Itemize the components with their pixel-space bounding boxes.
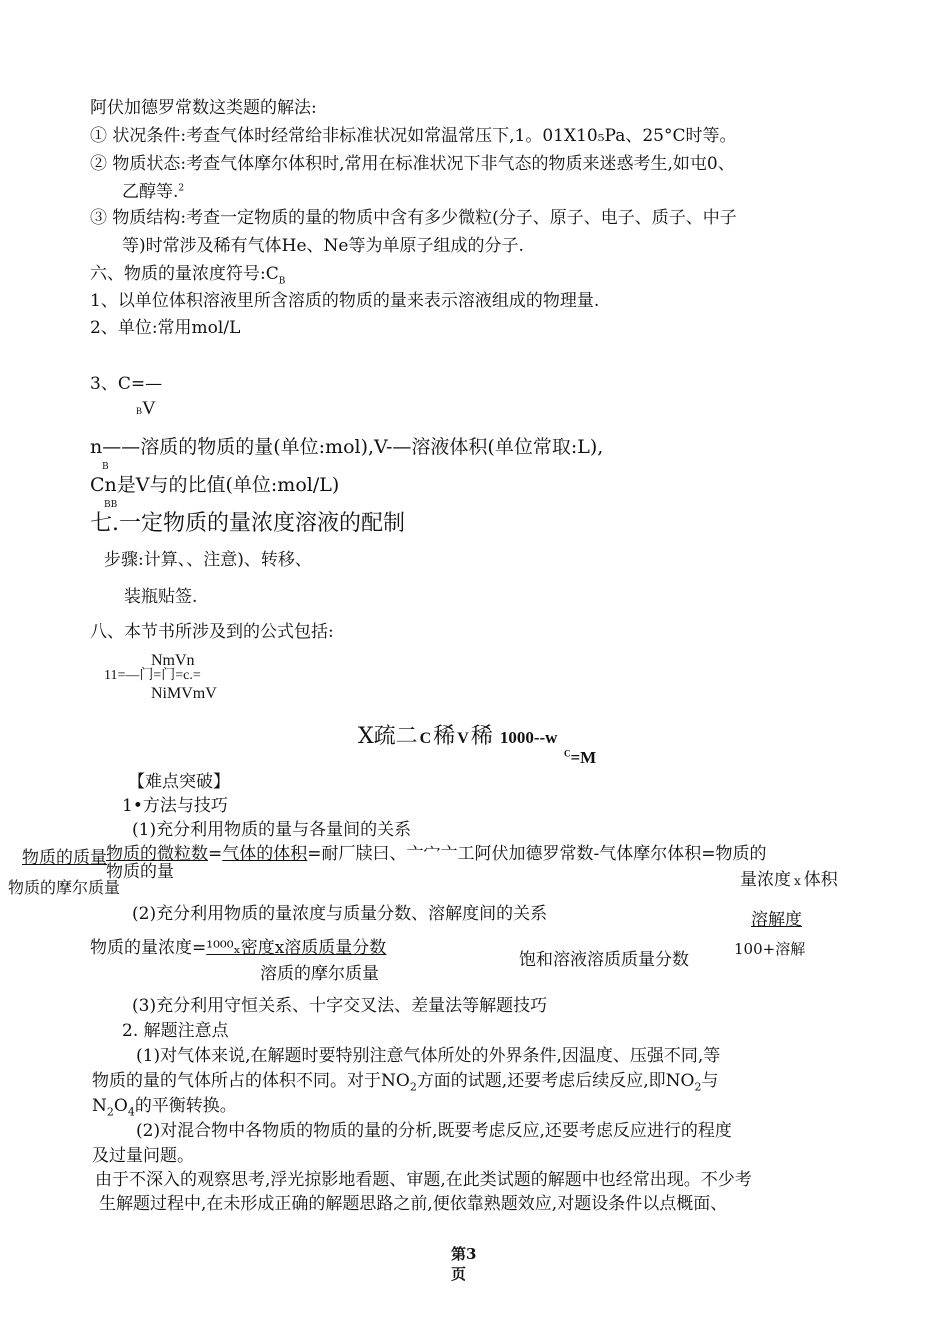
dilution-part-a: X疏二 <box>358 724 418 749</box>
item-state-cont-text: 乙醇等. <box>122 182 179 202</box>
subscript-bb-mark: BB <box>104 500 118 510</box>
equals-sign: = <box>208 844 223 864</box>
superscript-c: C <box>564 748 571 759</box>
subscript-b-mark: B <box>102 462 109 472</box>
cn-definition: Cn是V与的比值(单位:mol/L) <box>90 474 340 496</box>
formula-o: O <box>113 1096 128 1116</box>
unit-line: 2、单位:常用mol/L <box>90 318 241 338</box>
item-condition: ① 状况条件:考查气体时经常给非标准状况如常温常压下,1。01X10₅Pa、25°C时等。 <box>90 126 737 146</box>
page-number-unit: 页 <box>451 1265 467 1283</box>
superscript-mark: 2 <box>178 183 185 194</box>
equilibrium-text: 的平衡转换。 <box>134 1096 237 1116</box>
item-state: ② 物质状态:考查气体摩尔体积时,常用在标准状况下非气态的物质来迷惑考生,如屯0、 <box>90 154 735 174</box>
concentration-formula <box>90 938 386 958</box>
subscript-4: 4 <box>127 1105 135 1119</box>
amount-label: 物质的量 <box>106 862 174 882</box>
note-one-text-b: 方面的试题,还要考虑后续反应,即NO <box>416 1071 695 1091</box>
relation-rest: =耐厂牍曰、亠宀亠工阿伏加德罗常数-气体摩尔体积=物质的 <box>307 844 767 864</box>
formula-n: N <box>92 1096 107 1116</box>
gas-volume: 气体的体积 <box>222 844 308 864</box>
particle-count: 物质的微粒数 <box>106 844 208 864</box>
item-state-cont <box>122 182 184 202</box>
concentration-volume <box>740 870 838 890</box>
page-number: 第3 <box>451 1245 477 1263</box>
section-six-heading <box>90 264 285 287</box>
n-definition: n——溶质的物质的量(单位:mol),V-—溶液体积(单位常取:L), <box>90 436 604 458</box>
section-seven-heading: 七.一定物质的量浓度溶液的配制 <box>90 511 405 536</box>
volume-word: 体积 <box>803 870 838 890</box>
method-one: (1)充分利用物质的量与各量间的关系 <box>132 820 412 840</box>
molar-mass-label: 物质的摩尔质量 <box>8 878 121 897</box>
dilution-dilute-2: 稀 <box>470 724 493 749</box>
method-two: (2)充分利用物质的量浓度与质量分数、溶解度间的关系 <box>132 904 548 924</box>
subscript-2b: 2 <box>694 1080 702 1094</box>
dilution-formula <box>358 724 557 750</box>
concentration-word: 量浓度 <box>740 870 791 890</box>
saturated-mass-fraction: 饱和溶液溶质质量分数 <box>519 950 689 970</box>
formula-equation: 11=—门=门=c.= <box>104 668 201 683</box>
mass-label: 物质的质量 <box>22 848 107 868</box>
concentration-lhs: 物质的量浓度= <box>90 938 207 958</box>
section-six-text: 六、物质的量浓度符号:C <box>90 264 279 284</box>
item-structure-cont: 等)时常涉及稀有气体He、Ne等为单原子组成的分子. <box>122 236 524 256</box>
notes-heading: 2. 解题注意点 <box>122 1021 229 1041</box>
note-two-cont: 及过量问题。 <box>92 1146 194 1166</box>
section-eight-heading: 八、本节书所涉及到的公式包括: <box>90 622 334 642</box>
note-two: (2)对混合物中各物质的物质的量的分析,既要考虑反应,还要考虑反应进行的程度 <box>136 1121 732 1141</box>
mass-fraction-denominator <box>564 748 596 768</box>
note-one-text-a: 物质的量的气体所占的体积不同。对于NO <box>92 1071 410 1091</box>
concentration-numerator: ¹⁰⁰⁰ₓ密度x溶质质量分数 <box>206 938 387 958</box>
subscript-2a: 2 <box>409 1080 417 1094</box>
denominator-v: V <box>142 398 156 419</box>
times-x: x <box>794 874 801 888</box>
note-one: (1)对气体来说,在解题时要特别注意气体所处的外界条件,因温度、压强不同,等 <box>136 1046 721 1066</box>
item-structure: ③ 物质结构:考查一定物质的量的物质中含有多少微粒(分子、原子、电子、质子、中子 <box>90 208 737 228</box>
subscript-b-small: B <box>136 406 143 416</box>
formula-denominator <box>136 398 156 421</box>
paragraph-line-1: 由于不深入的观察思考,浮光掠影地看题、审题,在此类试题的解题中也经常出现。不少考 <box>95 1170 752 1190</box>
note-one-end <box>92 1096 237 1119</box>
solubility-denominator: 100+溶解 <box>734 940 806 958</box>
note-one-cont <box>92 1071 718 1094</box>
mass-fraction-formula: 1000--w <box>499 728 558 747</box>
dilution-dilute-1: 稀 <box>433 724 456 749</box>
heading-avogadro-methods: 阿伏加德罗常数这类题的解法: <box>90 98 317 118</box>
steps-line-2: 装瓶贴签. <box>124 587 198 607</box>
note-one-text-c: 与 <box>701 1071 719 1091</box>
steps-line: 步骤:计算、、注意)、转移、 <box>104 550 312 570</box>
dilution-v: V <box>457 730 469 747</box>
paragraph-line-2: 生解题过程中,在未形成正确的解题思路之前,便依靠熟题效应,对题设条件以点概面、 <box>99 1194 728 1214</box>
formula-c-line: 3、C=— <box>90 374 163 394</box>
relation-line <box>106 844 766 864</box>
methods-heading: 1•方法与技巧 <box>122 796 228 816</box>
formula-denominators: NiMVmV <box>151 685 217 702</box>
subscript-b: B <box>278 276 286 287</box>
dilution-c: C <box>419 730 432 747</box>
definition-line: 1、以单位体积溶液里所含溶质的物质的量来表示溶液组成的物理量. <box>90 291 600 311</box>
method-three: (3)充分利用守恒关系、十字交叉法、差量法等解题技巧 <box>132 996 548 1016</box>
solubility-label: 溶解度 <box>751 910 802 930</box>
equals-m: =M <box>570 748 597 767</box>
difficulty-heading: 【难点突破】 <box>128 772 230 792</box>
molar-mass-denominator: 溶质的摩尔质量 <box>260 964 379 984</box>
formula-numerators: NmVn <box>151 652 195 669</box>
subscript-2c: 2 <box>106 1105 114 1119</box>
